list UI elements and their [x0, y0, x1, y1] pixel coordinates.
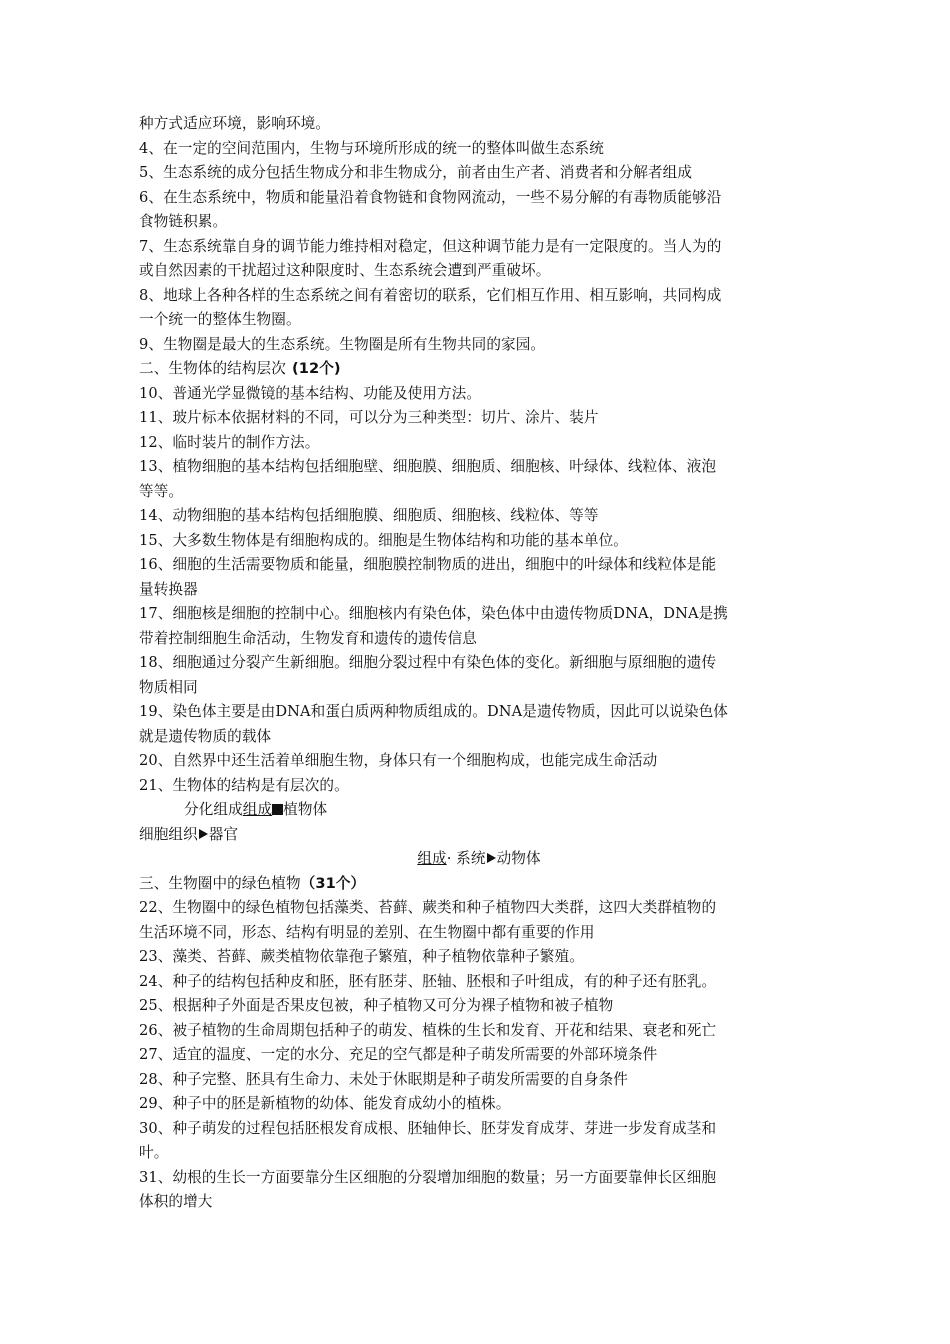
text-line: 20、自然界中还生活着单细胞生物，身体只有一个细胞构成，也能完成生命活动 [139, 752, 658, 769]
text-line: 11、玻片标本依据材料的不同，可以分为三种类型：切片、涂片、装片 [139, 409, 599, 426]
structure-diagram-row-2 [139, 823, 819, 848]
section-3-heading [139, 872, 819, 897]
structure-diagram-row-3 [139, 847, 819, 872]
text-line: 21、生物体的结构是有层次的。 [139, 776, 349, 794]
arrow-right-icon [199, 829, 208, 839]
text-line: 5、生态系统的成分包括生物成分和非生物成分，前者由生产者、消费者和分解者组成 [139, 164, 693, 181]
section-3-count: （31个） [300, 874, 366, 892]
text-line: 28、种子完整、胚具有生命力、未处于休眠期是种子萌发所需要的自身条件 [139, 1070, 628, 1088]
text-line: 或自然因素的干扰超过这种限度时、生态系统会遭到严重破坏。 [139, 262, 551, 279]
diagram-label-system: · 系统 [446, 850, 486, 867]
text-line: 4、在一定的空间范围内，生物与环境所形成的统一的整体叫做生态系统 [139, 139, 604, 157]
text-line: 物质相同 [139, 678, 198, 696]
section-2-title: 二、生物体的结构层次 [139, 360, 286, 377]
text-line: 27、适宜的温度、一定的水分、充足的空气都是种子萌发所需要的外部环境条件 [139, 1046, 658, 1063]
arrow-right-icon [487, 853, 496, 863]
document-body [139, 112, 819, 1215]
text-line: 带着控制细胞生命活动，生物发育和遗传的遗传信息 [139, 629, 477, 647]
text-line: 17、细胞核是细胞的控制中心。细胞核内有染色体，染色体中由遗传物质DNA，DNA是携 [139, 605, 728, 622]
text-line: 31、幼根的生长一方面要靠分生区细胞的分裂增加细胞的数量；另一方面要靠伸长区细胞 [139, 1168, 717, 1186]
diagram-label-plant: 植物体 [283, 801, 328, 818]
text-line: 9、生物圈是最大的生态系统。生物圈是所有生物共同的家园。 [139, 335, 546, 353]
section-2-text [139, 382, 819, 799]
text-line: 18、细胞通过分裂产生新细胞。细胞分裂过程中有染色体的变化。新细胞与原细胞的遗传 [139, 654, 717, 671]
text-line: 25、根据种子外面是否果皮包被，种子植物又可分为裸子植物和被子植物 [139, 997, 614, 1014]
section-1-text [139, 112, 819, 357]
section-2-count: (12个) [291, 360, 341, 377]
text-line: 14、动物细胞的基本结构包括细胞膜、细胞质、细胞核、线粒体、等等 [139, 507, 599, 524]
diagram-label-organ: 器官 [208, 825, 239, 843]
diagram-label-differentiate: 分化组成 [184, 801, 243, 818]
structure-diagram-row-1 [139, 798, 819, 823]
text-line: 生活环境不同，形态、结构有明显的差别、在生物圈中都有重要的作用 [139, 923, 595, 941]
text-line: 就是遗传物质的载体 [139, 727, 272, 745]
text-line: 一个统一的整体生物圈。 [139, 311, 301, 328]
text-line: 8、地球上各种各样的生态系统之间有着密切的联系，它们相互作用、相互影响，共同构成 [139, 286, 722, 304]
text-line: 16、细胞的生活需要物质和能量，细胞膜控制物质的进出，细胞中的叶绿体和线粒体是能 [139, 556, 717, 573]
text-line: 量转换器 [139, 580, 198, 598]
text-line: 30、种子萌发的过程包括胚根发育成根、胚轴伸长、胚芽发育成芽、芽进一步发育成茎和 [139, 1119, 717, 1137]
section-3-text [139, 896, 819, 1215]
text-line: 种方式适应环境，影响环境。 [139, 115, 331, 132]
text-line: 体积的增大 [139, 1193, 213, 1210]
text-line: 22、生物圈中的绿色植物包括藻类、苔藓、蕨类和种子植物四大类群，这四大类群植物的 [139, 899, 717, 916]
text-line: 7、生态系统靠自身的调节能力维持相对稳定，但这种调节能力是有一定限度的。当人为的 [139, 237, 722, 255]
diagram-label-compose-2: 组成 [417, 850, 447, 867]
diagram-label-compose: 组成 [242, 801, 273, 818]
text-line: 10、普通光学显微镜的基本结构、功能及使用方法。 [139, 384, 482, 402]
text-line: 29、种子中的胚是新植物的幼体、能发育成幼小的植株。 [139, 1095, 511, 1112]
section-3-title: 三、生物圈中的绿色植物 [139, 874, 301, 892]
text-line: 12、临时装片的制作方法。 [139, 433, 320, 451]
section-2-heading [139, 357, 819, 382]
text-line: 6、在生态系统中，物质和能量沿着食物链和食物网流动，一些不易分解的有毒物质能够沿 [139, 188, 722, 206]
square-marker-icon [272, 804, 283, 815]
text-line: 叶。 [139, 1144, 169, 1161]
text-line: 13、植物细胞的基本结构包括细胞壁、细胞膜、细胞质、细胞核、叶绿体、线粒体、液泡 [139, 458, 717, 475]
text-line: 食物链积累。 [139, 213, 228, 230]
diagram-label-animal: 动物体 [496, 850, 541, 867]
diagram-label-cell-tissue: 细胞组织 [139, 825, 198, 843]
text-line: 23、藻类、苔藓、蕨类植物依靠孢子繁殖，种子植物依靠种子繁殖。 [139, 948, 584, 965]
text-line: 19、染色体主要是由DNA和蛋白质两种物质组成的。DNA是遗传物质，因此可以说染色体 [139, 703, 728, 720]
text-line: 26、被子植物的生命周期包括种子的萌发、植株的生长和发育、开花和结果、衰老和死亡 [139, 1021, 717, 1039]
text-line: 15、大多数生物体是有细胞构成的。细胞是生物体结构和功能的基本单位。 [139, 531, 628, 549]
text-line: 等等。 [139, 482, 184, 500]
text-line: 24、种子的结构包括种皮和胚，胚有胚芽、胚轴、胚根和子叶组成，有的种子还有胚乳。 [139, 972, 717, 990]
